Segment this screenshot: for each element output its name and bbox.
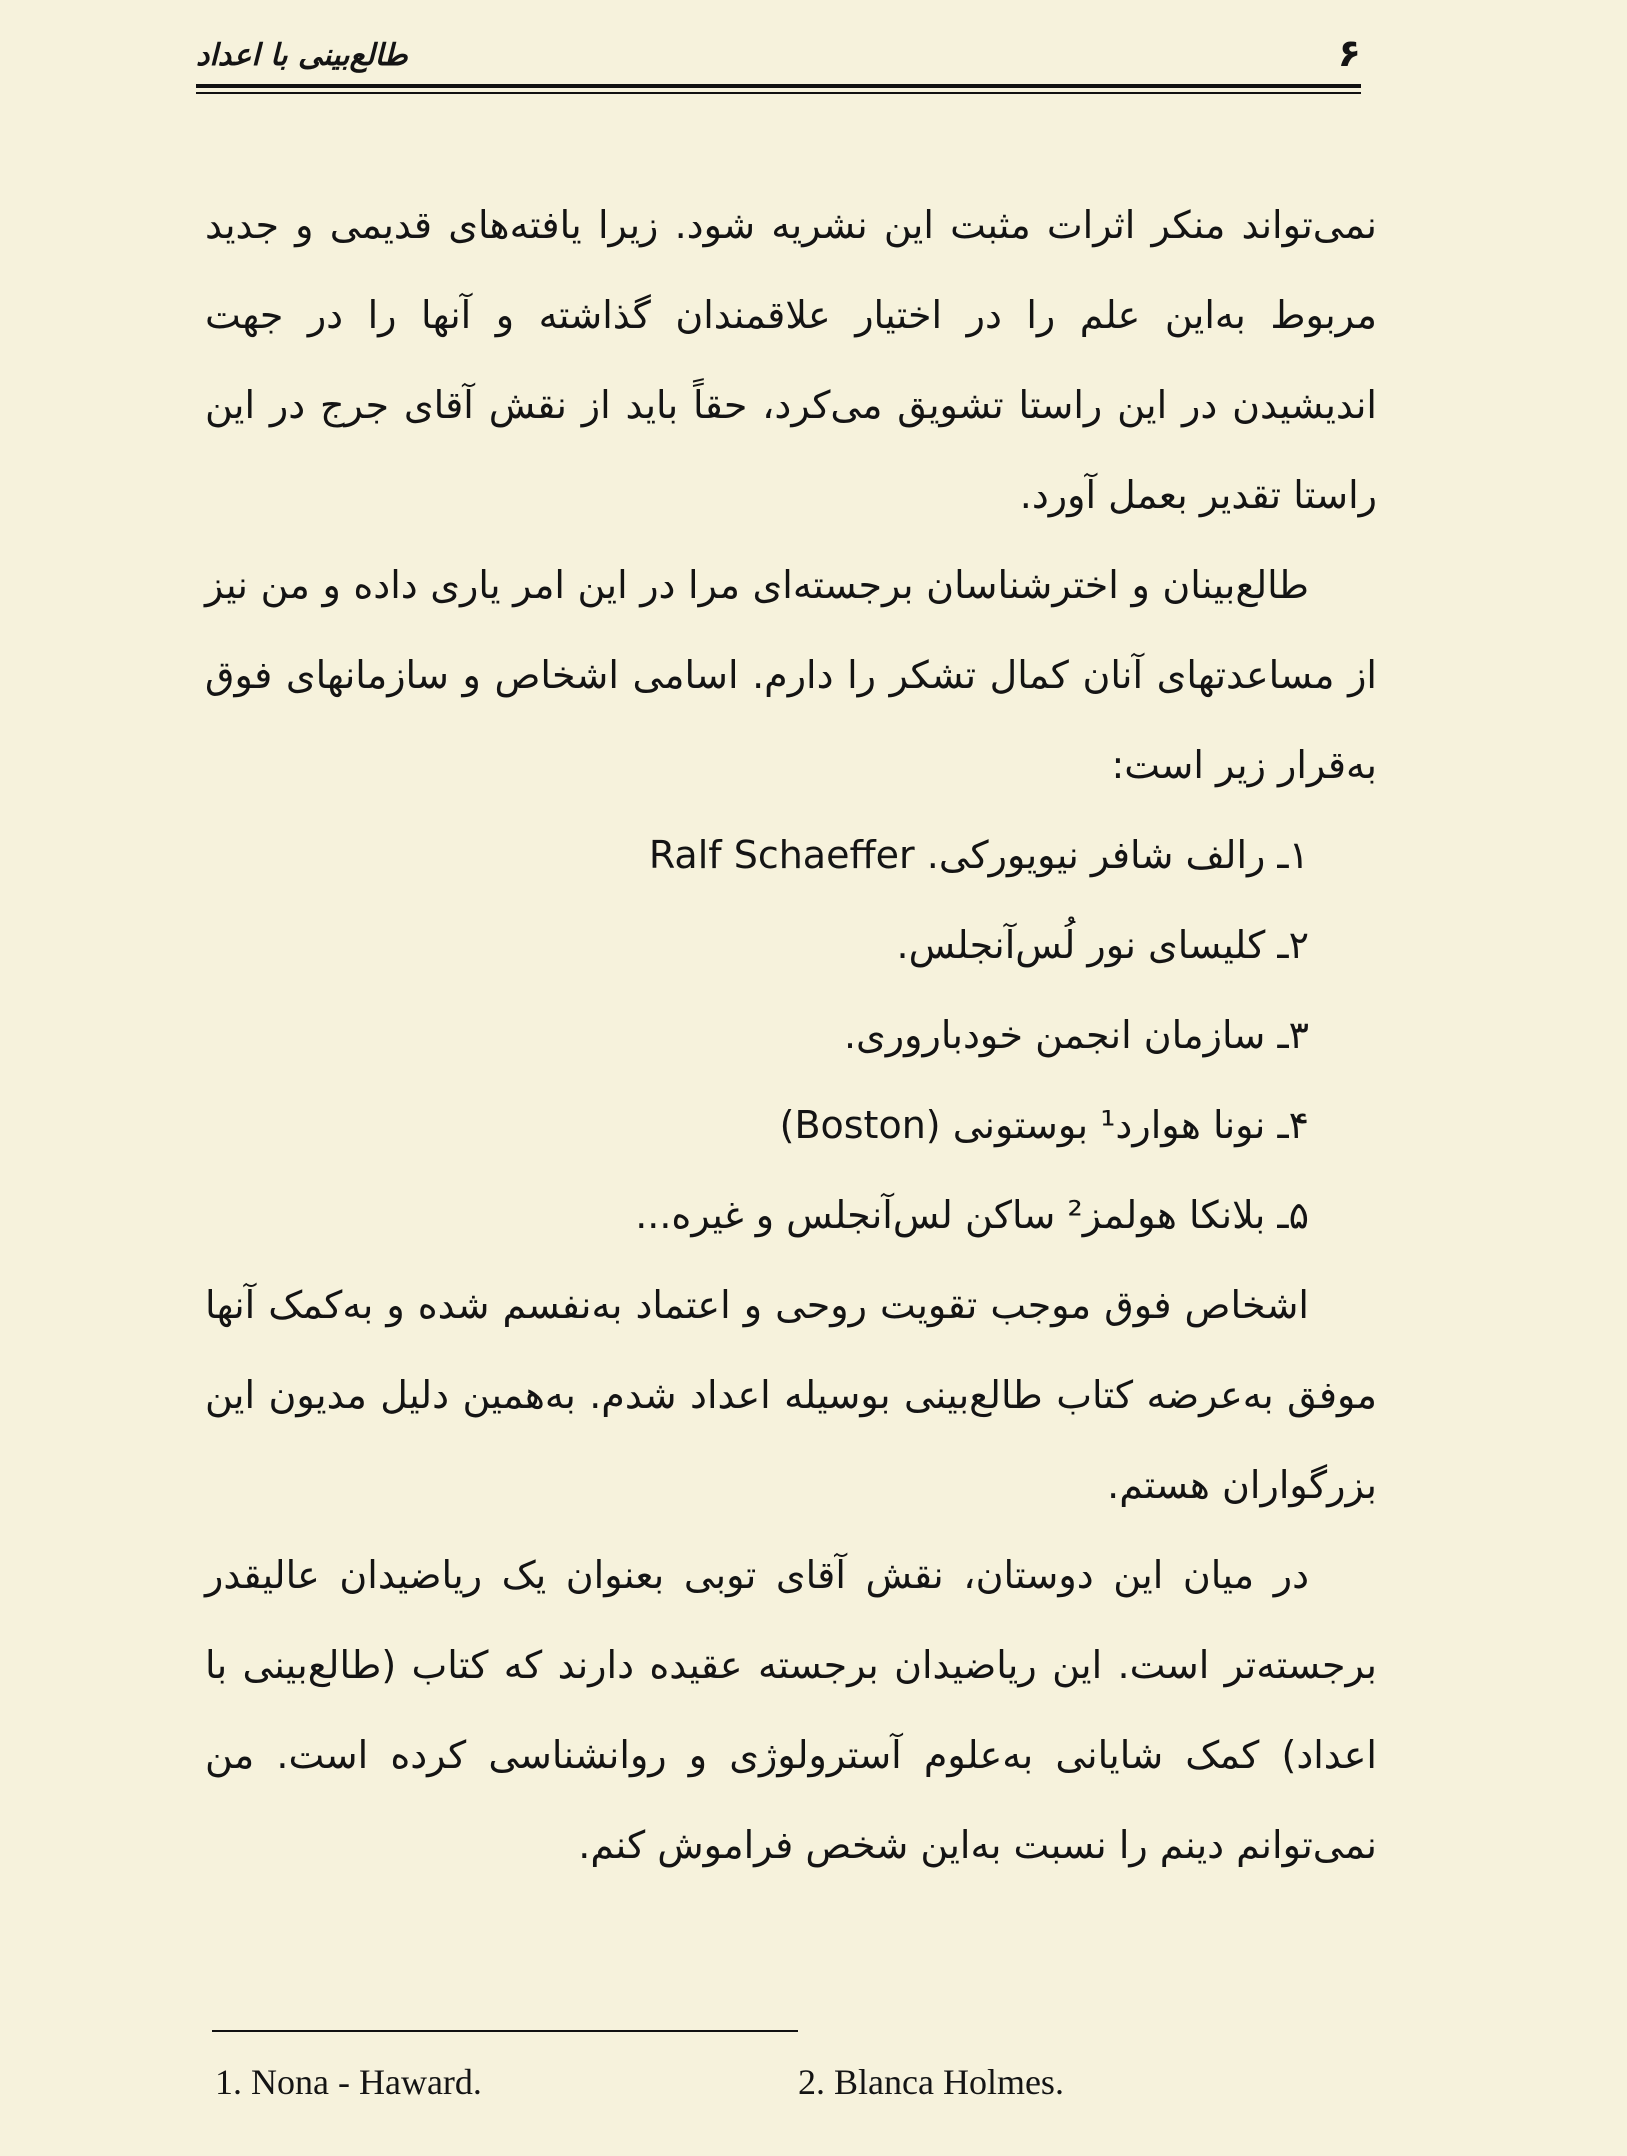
list-item: ۴ـ نونا هوارد¹ بوستونی (Boston) — [779, 1103, 1309, 1147]
footnote: 2. Blanca Holmes. — [798, 2062, 1064, 2102]
list-item: ۲ـ کلیسای نور لُس‌آنجلس. — [896, 923, 1309, 967]
body-text — [205, 180, 1377, 1890]
footnote: 1. Nona - Haward. — [215, 2062, 482, 2102]
page-header — [196, 28, 1361, 78]
list-item: ۱ـ رالف شافر نیویورکی. Ralf Schaeffer — [648, 833, 1309, 877]
header-rule-thin — [196, 92, 1361, 94]
paragraph: نمی‌تواند منکر اثرات مثبت این نشریه شود. زیرا یافته‌های قدیمی و جدید مربوط به‌این علم را در اختیار علاقمندان گذاشته و آنها را در جهت اندیشیدن در این راستا تشویق می‌کرد، حقاً باید از نقش آقای جرج در این راستا تقدیر بعمل آورد. — [205, 203, 1377, 517]
list-item: ۳ـ سازمان انجمن خودباروری. — [843, 1013, 1309, 1057]
paragraph: اشخاص فوق موجب تقویت روحی و اعتماد به‌نفسم شده و به‌کمک آنها موفق به‌عرضه کتاب طالع‌بینی بوسیله اعداد شدم. به‌همین دلیل مدیون این بزرگواران هستم. — [205, 1283, 1377, 1507]
footnote-rule — [212, 2030, 798, 2032]
header-rule — [196, 84, 1361, 88]
page-number: ۶ — [1337, 31, 1361, 75]
paragraph: طالع‌بینان و اخترشناسان برجسته‌ای مرا در این امر یاری داده و من نیز از مساعدتهای آنان کمال تشکر را دارم. اسامی اشخاص و سازمانهای فوق به‌قرار زیر است: — [205, 563, 1377, 787]
running-title: طالع‌بینی با اعداد — [196, 38, 408, 73]
list-item: ۵ـ بلانکا هولمز² ساکن لس‌آنجلس و غیره... — [635, 1193, 1309, 1237]
paragraph: در میان این دوستان، نقش آقای توبی بعنوان یک ریاضیدان عالیقدر برجسته‌تر است. این ریاضیدان برجسته عقیده دارند که کتاب (طالع‌بینی با اعداد) کمک شایانی به‌علوم آسترولوژی و روانشناسی کرده است. من نمی‌توانم دینم را نسبت به‌این شخص فراموش کنم. — [205, 1553, 1377, 1867]
